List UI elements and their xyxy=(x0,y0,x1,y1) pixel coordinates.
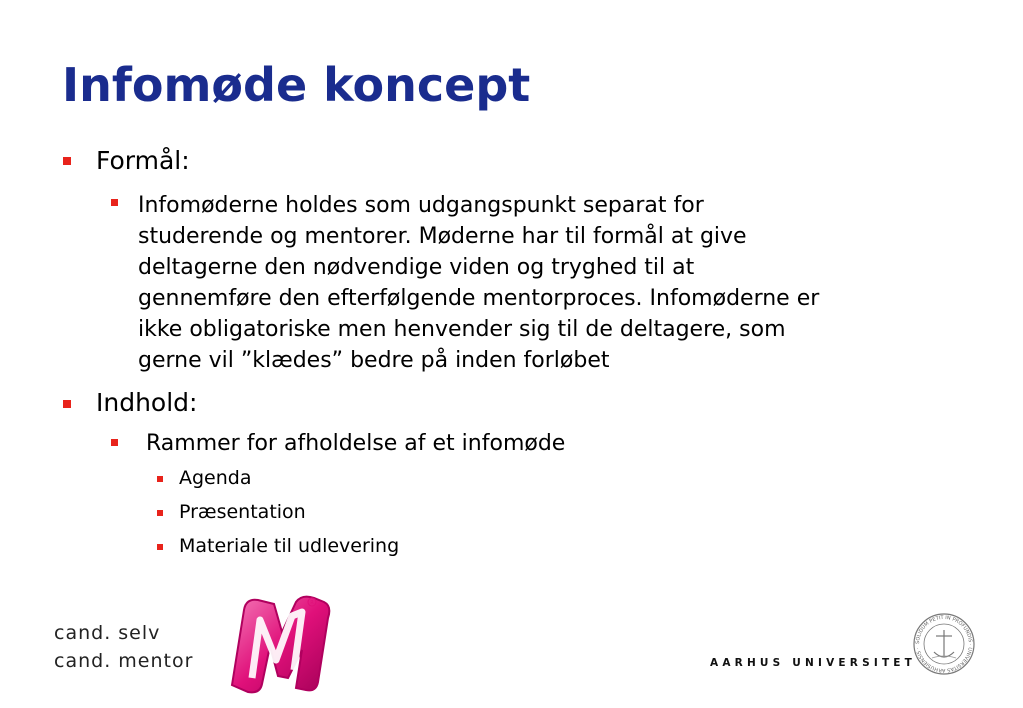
tagline-line-2: cand. mentor xyxy=(54,650,194,672)
bullet-icon xyxy=(157,510,163,516)
svg-text:SOLIDUM PETIT IN PROFUNDIS · U: SOLIDUM PETIT IN PROFUNDIS · UNIVERSITAS ARHUSIENSIS · xyxy=(914,614,974,674)
paragraph-line: Infomøderne holdes som udgangspunkt separat for xyxy=(138,193,704,218)
bullet-icon xyxy=(111,199,118,206)
section-heading-indhold: Indhold: xyxy=(96,388,198,417)
cand-tagline xyxy=(54,619,193,675)
bullet-icon xyxy=(157,544,163,550)
university-seal xyxy=(912,612,976,676)
bullet-icon xyxy=(63,400,71,408)
svg-text:R: R xyxy=(310,600,314,607)
section-heading-formaal: Formål: xyxy=(96,146,190,175)
list-item: Præsentation xyxy=(179,501,306,523)
paragraph-line: gerne vil ”klædes” bedre på inden forløbet xyxy=(138,348,610,373)
mentor-m-logo xyxy=(222,590,337,695)
university-name: AARHUS UNIVERSITET xyxy=(710,657,917,669)
tagline-line-1: cand. selv xyxy=(54,622,161,644)
list-item: Materiale til udlevering xyxy=(179,535,400,557)
list-item: Agenda xyxy=(179,467,252,489)
subheading-rammer: Rammer for afholdelse af et infomøde xyxy=(146,431,566,456)
bullet-icon xyxy=(157,476,163,482)
slide-title: Infomøde koncept xyxy=(62,58,531,112)
paragraph-line: gennemføre den efterfølgende mentorproces. Infomøderne er xyxy=(138,286,820,311)
bullet-icon xyxy=(63,157,71,165)
paragraph-line: deltagerne den nødvendige viden og tryghed til at xyxy=(138,255,695,280)
paragraph-line: studerende og mentorer. Møderne har til formål at give xyxy=(138,224,747,249)
paragraph-line: ikke obligatoriske men henvender sig til de deltagere, som xyxy=(138,317,786,342)
bullet-icon xyxy=(111,439,118,446)
formaal-paragraph xyxy=(138,190,968,376)
